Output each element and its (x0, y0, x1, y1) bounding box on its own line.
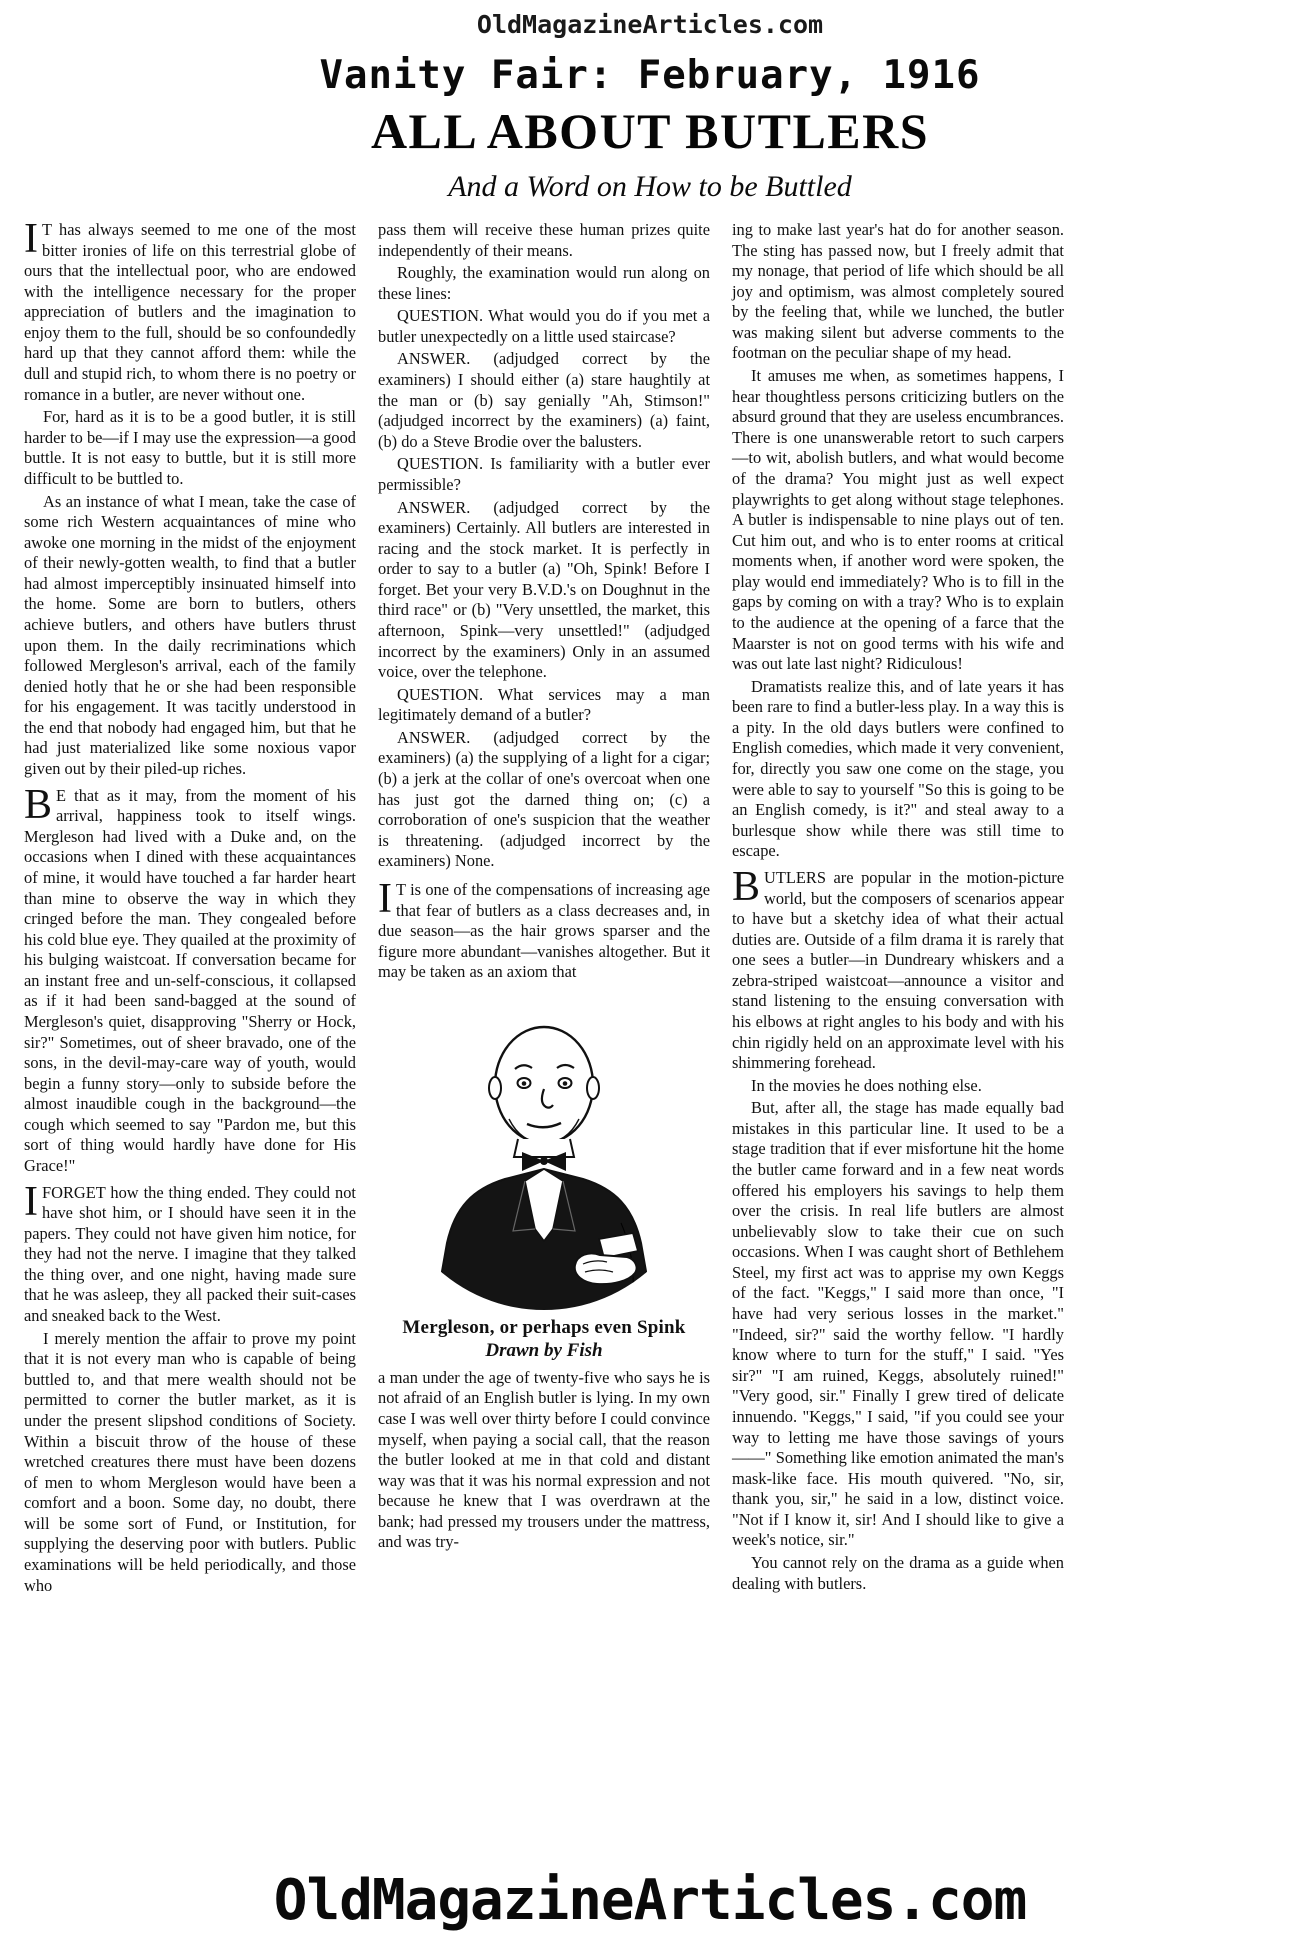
paragraph: ing to make last year's hat do for another season. The sting has passed now, but I freely admit that my nonage, that period of life which should be all joy and optimism, was almost completely soured by the feeling that, while we lunched, the butler was making silent but adverse comments to the footman on the peculiar shape of my head. (732, 220, 1064, 363)
paragraph: In the movies he does nothing else. (751, 1075, 982, 1095)
drop-cap-i-3: I (378, 875, 392, 922)
bottom-watermark: OldMagazineArticles.com (273, 1868, 1027, 1933)
paragraph-text: E that as it may, from the moment of his arrival, happiness took to itself wings. Mergleson had lived with a Duke and, on the occasions when I dined with these acquaintances of mine, it would have touched a far harder heart than mine to observe the way in which they cringed before the man. They congealed before his cold blue eye. They quailed at the proximity of his bulging waistcoat. If conversation became for an instant free and un-self-conscious, it collapsed as if it had been sand-bagged at the sound of Mergleson's quiet, disapproving "Sherry or Hock, sir?" Sometimes, out of sheer bravado, one of the sons, in the devil-may-care way of youth, would begin a funny story—only to subside before the almost inaudible cough in the background—the cough which seemed to say "Pardon me, but this sort of thing would hardly have done for His Grace!" (24, 785, 356, 1176)
paragraph-text: T is one of the compensations of increasing age that fear of butlers as a class decreases and, in due season—as the hair grows sparser and the figure more abundant—vanishes altogether. But it may be taken as an axiom that (378, 879, 710, 982)
drop-cap-b: B (24, 781, 53, 828)
paragraph-question: QUESTION. What would you do if you met a butler unexpectedly on a little used staircase? (378, 306, 710, 346)
paragraph: Roughly, the examination would run along on these lines: (378, 263, 710, 303)
figure-caption: Mergleson, or perhaps even Spink (402, 1316, 686, 1338)
article-columns (0, 214, 1300, 1598)
paragraph (378, 875, 710, 983)
page-title: ALL ABOUT BUTLERS (370, 103, 930, 159)
paragraph-answer: ANSWER. (adjudged correct by the examiners) (a) the supplying of a light for a cigar; (b) a jerk at the collar of one's overcoat when one has just got the darned thing on; (c) a corroboration of one's suspicion that the weather is threatening. (adjudged incorrect by the examiners) None. (378, 727, 710, 871)
paragraph (24, 216, 356, 405)
paragraph-text: T has always seemed to me one of the most bitter ironies of life on this terrestrial globe of ours that the intellectual poor, who are endowed with the intelligence necessary for the proper appreciation of butlers and the imagination to enjoy them to the full, should be so confoundedly hard up that they cannot afford them: while the dull and stupid rich, to whom there is no poetry or romance in a butler, are never without one. (24, 220, 356, 404)
paragraph: As an instance of what I mean, take the case of some rich Western acquaintances of mine who awoke one morning in the midst of the enjoyment of their newly-gotten wealth, to find that a butler had almost imperceptibly insinuated himself into the home. Some are born to butlers, others achieve butlers, and others have butlers thrust upon them. In the daily recriminations which followed Mergleson's arrival, each of the family denied hotly that he or she had been responsible for his engagement. It was tacitly understood in the end that nobody had engaged him, but that he had just materialized like some noxious vapor given out by their piled-up riches. (24, 491, 356, 779)
paragraph-question: QUESTION. Is familiarity with a butler ever permissible? (378, 454, 710, 494)
top-watermark: OldMagazineArticles.com (476, 10, 824, 39)
paragraph: You cannot rely on the drama as a guide when dealing with butlers. (732, 1553, 1064, 1593)
paragraph: But, after all, the stage has made equally bad mistakes in this particular line. It used to be a stage tradition that if ever misfortune hit the home the butler came forward and in a few neat words offered his employers his savings to help them over the crisis. In real life butlers are almost unbelievably slow to take their cue on such occasions. When I was caught short of Bethlehem Steel, my first act was to apprise my own Keggs of the fact. "Keggs," I said more than once, "I have had very serious losses in the market." "Indeed, sir?" said the worthy fellow. "I hardly know where to turn for the stuff," I said. "Yes sir?" "I am ruined, Keggs, absolutely ruined!" "Very good, sir." Finally I grew tired of delicate innuendo. "Keggs," I said, "if you could see your way to letting me have those savings of yours——" Something like emotion animated the man's mask-like face. His mouth quivered. "No, sir, thank you, sir," he said in a low, distinct voice. "Not if I know it, sir! And I should like to give a week's notice, sir." (732, 1098, 1064, 1550)
drop-cap-i: I (24, 216, 38, 262)
column-middle (378, 220, 710, 1598)
paragraph: It amuses me when, as sometimes happens, I hear thoughtless persons criticizing butlers on the absurd ground that they are useless encumbrances. There is one unanswerable retort to such carpers—to wit, abolish butlers, and what would become of the drama? You might just as well expect playwrights to get along without stage telephones. A butler is indispensable to nine plays out of ten. Cut him out, and who is to enter rooms at critical moments when, if another word were spoken, the play would end immediately? Who is to fill in the gaps by coming on with a tray? Who is to explain to the audience at the opening of a farce that the Maarster is not on good terms with his wife and was out late last night? Ridiculous! (732, 366, 1064, 674)
paragraph-answer: ANSWER. (adjudged correct by the examiners) I should either (a) stare haughtily at the man or (b) say genially "Ah, Stimson!" (adjudged incorrect by the examiners) (a) faint, (b) do a Steve Brodie over the balusters. (378, 349, 710, 451)
column-right (732, 220, 1064, 1598)
drop-cap-b-2: B (732, 863, 761, 910)
paragraph-text: FORGET how the thing ended. They could not have shot him, or I should have seen it in the papers. They could not have given him notice, for they had not the nerve. I imagine that they talked the thing over, and one night, having made sure that he was asleep, they all packed their suit-cases and sneaked back to the West. (24, 1182, 356, 1326)
paragraph (732, 863, 1064, 1074)
paragraph (24, 1178, 356, 1327)
paragraph (24, 781, 356, 1177)
paragraph: a man under the age of twenty-five who says he is not afraid of an English butler is lying. In my own case I was well over thirty before I could convince myself, when paying a social call, that the reason the butler looked at me in that cold and distant way was that it was his normal expression and not because he knew that I was overdrawn at the bank; had pressed my trousers under the mattress, and was try- (378, 1367, 710, 1552)
butler-portrait (385, 993, 703, 1311)
paragraph: I merely mention the affair to prove my point that it is not every man who is capable of being buttled to, and that mere wealth should not be permitted to corner the butler market, as it is under the present slipshod conditions of Society. Within a biscuit throw of the house of these wretched creatures there must have been dozens of men to whom Mergleson would have been a comfort and a boon. Some day, no doubt, there will be some sort of Fund, or Institution, for supplying the deserving poor with butlers. Public examinations will be held periodically, and those who (24, 1328, 356, 1595)
publication-date: Vanity Fair: February, 1916 (319, 53, 981, 98)
paragraph: Dramatists realize this, and of late years it has been rare to find a butler-less play. In a way this is a pity. In the old days butlers were confined to English comedies, which made it very convenient, for, directly you saw one come on the stage, you were able to say to yourself "So this is going to be an English comedy, is it?" and steal away to a burlesque show while there was still time to escape. (732, 676, 1064, 861)
paragraph-answer: ANSWER. (adjudged correct by the examiners) Certainly. All butlers are interested in racing and the stock market. It is perfectly in order to say to a butler (a) "Oh, Spink! Before I forget. Bet your very B.V.D.'s on Doughnut in the third race" or (b) "Very unsettled, the market, this afternoon, Spink—very unsettled!" (adjudged incorrect by the examiners) Only in an assumed voice, over the telephone. (378, 497, 710, 682)
paragraph: pass them will receive these human prizes quite independently of their means. (378, 220, 710, 260)
paragraph: For, hard as it is to be a good butler, it is still harder to be—if I may use the expression—a good buttle. It is not easy to buttle, but it is still more difficult to be buttled to. (24, 407, 356, 488)
drop-cap-i-2: I (24, 1178, 38, 1225)
paragraph-text: UTLERS are popular in the motion-picture world, but the composers of scenarios appear to have but a sketchy idea of what their actual duties are. Outside of a film drama it is rarely that one sees a butler—in Dundreary whiskers and a zebra-striped waistcoat—announce a visitor and stand listening to the ensuing conversation with his elbows at right angles to his body and with his chin rigidly held on an approximate level with his shimmering forehead. (732, 867, 1064, 1073)
page-subtitle: And a Word on How to be Buttled (448, 170, 852, 203)
column-left (24, 216, 356, 1598)
butler-drawing-svg (385, 993, 703, 1311)
paragraph-question: QUESTION. What services may a man legitimately demand of a butler? (378, 684, 710, 725)
figure-credit: Drawn by Fish (485, 1339, 603, 1361)
illustration-figure (378, 993, 710, 1362)
